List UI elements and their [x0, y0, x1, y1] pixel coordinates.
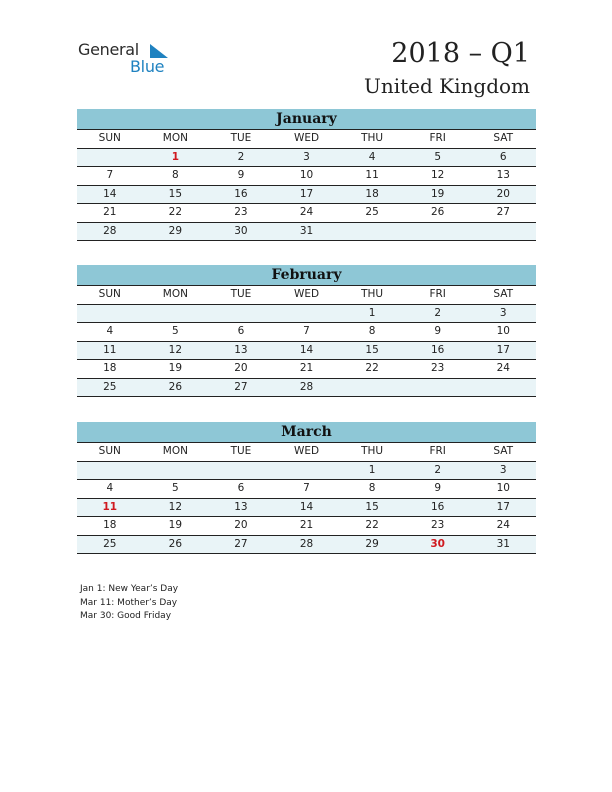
- empty-day-cell: [208, 305, 274, 323]
- weekday-label: MON: [162, 132, 188, 144]
- week-row: [77, 462, 536, 481]
- day-cell: 20: [234, 519, 248, 531]
- day-cell: 9: [434, 482, 442, 494]
- weekday-label: TUE: [230, 288, 252, 300]
- day-cell: 20: [496, 187, 510, 200]
- page-title: 2018 – Q1: [391, 38, 530, 69]
- day-cell: 25: [365, 206, 379, 218]
- day-cell: 18: [365, 187, 379, 200]
- day-cell: 28: [103, 224, 117, 237]
- day-cell: 11: [103, 343, 117, 356]
- empty-day-cell: [405, 379, 471, 397]
- weekday-label: SUN: [98, 132, 121, 144]
- week-row: [77, 167, 536, 186]
- day-cell: 29: [365, 537, 379, 550]
- day-cell: 30: [234, 224, 248, 237]
- day-cell: 17: [496, 343, 510, 356]
- day-cell: 25: [103, 537, 117, 550]
- day-cell: 3: [499, 463, 507, 476]
- day-cell: 15: [365, 500, 379, 513]
- day-cell: 14: [299, 343, 314, 356]
- week-row: [77, 499, 536, 518]
- week-row: [77, 536, 536, 555]
- day-cell: 29: [168, 224, 183, 237]
- weekday-label: TUE: [230, 445, 252, 457]
- weekday-label: WED: [293, 132, 320, 144]
- day-cell: 23: [430, 519, 445, 531]
- holiday-day-cell: 1: [171, 150, 180, 163]
- day-cell: 22: [168, 206, 183, 218]
- month-title: January: [77, 109, 536, 129]
- day-cell: 26: [430, 206, 445, 218]
- day-cell: 11: [365, 169, 379, 181]
- day-cell: 13: [234, 500, 248, 513]
- day-cell: 14: [299, 500, 314, 513]
- day-cell: 6: [237, 482, 245, 494]
- weekday-label: WED: [293, 445, 320, 457]
- day-cell: 15: [365, 343, 379, 356]
- general-blue-logo: [78, 40, 178, 82]
- empty-day-cell: [77, 305, 143, 323]
- day-cell: 10: [299, 169, 314, 181]
- day-cell: 27: [496, 206, 510, 218]
- weekday-label: MON: [162, 445, 188, 457]
- day-cell: 6: [499, 150, 507, 163]
- day-cell: 23: [430, 362, 445, 374]
- week-row: [77, 223, 536, 242]
- weekday-header-row: [77, 442, 536, 462]
- day-cell: 21: [299, 362, 314, 374]
- empty-day-cell: [470, 379, 536, 397]
- week-row: [77, 517, 536, 536]
- weekday-label: SUN: [98, 288, 121, 300]
- day-cell: 5: [434, 150, 442, 163]
- weekday-label: THU: [361, 132, 384, 144]
- day-cell: 21: [299, 519, 314, 531]
- day-cell: 9: [434, 325, 442, 337]
- day-cell: 26: [168, 537, 183, 550]
- week-row: [77, 379, 536, 398]
- holiday-note: Jan 1: New Year’s Day: [80, 584, 179, 594]
- day-cell: 23: [234, 206, 248, 218]
- week-row: [77, 186, 536, 205]
- weekday-header-row: [77, 129, 536, 149]
- day-cell: 10: [496, 482, 510, 494]
- day-cell: 27: [234, 537, 248, 550]
- day-cell: 7: [303, 325, 310, 337]
- week-row: [77, 342, 536, 361]
- day-cell: 17: [299, 187, 314, 200]
- day-cell: 18: [103, 519, 117, 531]
- day-cell: 3: [499, 306, 507, 319]
- logo-triangle-icon: [150, 44, 168, 58]
- weekday-label: MON: [162, 288, 188, 300]
- day-cell: 22: [365, 519, 379, 531]
- day-cell: 2: [434, 463, 442, 476]
- day-cell: 19: [168, 362, 183, 374]
- holiday-note: Mar 30: Good Friday: [80, 611, 172, 621]
- day-cell: 28: [299, 380, 314, 393]
- weekday-label: THU: [361, 445, 384, 457]
- weekday-label: SAT: [493, 445, 514, 457]
- day-cell: 19: [168, 519, 183, 531]
- month-title: March: [77, 422, 536, 442]
- empty-day-cell: [274, 462, 340, 480]
- day-cell: 31: [299, 224, 314, 237]
- day-cell: 15: [168, 187, 183, 200]
- logo-word-blue: Blue: [130, 57, 165, 76]
- logo-word-general: General: [78, 40, 139, 59]
- weekday-header-row: [77, 285, 536, 305]
- day-cell: 19: [430, 187, 445, 200]
- holiday-day-cell: 11: [102, 500, 118, 513]
- day-cell: 21: [103, 206, 117, 218]
- day-cell: 12: [168, 343, 183, 356]
- week-row: [77, 480, 536, 499]
- day-cell: 9: [237, 169, 245, 181]
- day-cell: 4: [368, 150, 376, 163]
- day-cell: 16: [430, 343, 445, 356]
- day-cell: 2: [434, 306, 442, 319]
- empty-day-cell: [274, 305, 340, 323]
- weekday-label: WED: [293, 288, 320, 300]
- week-row: [77, 149, 536, 168]
- day-cell: 13: [234, 343, 248, 356]
- day-cell: 25: [103, 380, 117, 393]
- day-cell: 8: [368, 325, 376, 337]
- day-cell: 24: [496, 362, 510, 374]
- weekday-label: SAT: [493, 288, 514, 300]
- empty-day-cell: [470, 223, 536, 241]
- day-cell: 4: [106, 482, 114, 494]
- day-cell: 16: [234, 187, 248, 200]
- day-cell: 27: [234, 380, 248, 393]
- day-cell: 17: [496, 500, 510, 513]
- weekday-label: FRI: [429, 288, 446, 300]
- day-cell: 5: [172, 325, 179, 337]
- holiday-notes: [80, 583, 178, 624]
- month-january: [77, 109, 536, 241]
- day-cell: 22: [365, 362, 379, 374]
- week-row: [77, 204, 536, 223]
- empty-day-cell: [77, 462, 143, 480]
- day-cell: 7: [303, 482, 310, 494]
- day-cell: 1: [368, 306, 376, 319]
- day-cell: 24: [496, 519, 510, 531]
- day-cell: 12: [168, 500, 183, 513]
- page-subtitle: United Kingdom: [364, 74, 530, 98]
- empty-day-cell: [208, 462, 274, 480]
- day-cell: 4: [106, 325, 114, 337]
- empty-day-cell: [405, 223, 471, 241]
- weekday-label: FRI: [429, 445, 446, 457]
- day-cell: 13: [496, 169, 510, 181]
- day-cell: 7: [106, 169, 114, 181]
- weekday-label: TUE: [230, 132, 252, 144]
- month-march: [77, 422, 536, 554]
- day-cell: 8: [172, 169, 179, 181]
- day-cell: 2: [237, 150, 245, 163]
- day-cell: 20: [234, 362, 248, 374]
- day-cell: 24: [299, 206, 314, 218]
- week-row: [77, 360, 536, 379]
- weekday-label: THU: [361, 288, 384, 300]
- day-cell: 26: [168, 380, 183, 393]
- day-cell: 3: [303, 150, 310, 163]
- empty-day-cell: [77, 149, 143, 167]
- day-cell: 18: [103, 362, 117, 374]
- week-row: [77, 323, 536, 342]
- day-cell: 31: [496, 537, 510, 550]
- day-cell: 14: [103, 187, 117, 200]
- month-title: February: [77, 265, 536, 285]
- day-cell: 5: [172, 482, 179, 494]
- day-cell: 16: [430, 500, 445, 513]
- empty-day-cell: [339, 379, 405, 397]
- empty-day-cell: [143, 305, 209, 323]
- day-cell: 28: [299, 537, 314, 550]
- weekday-label: SUN: [98, 445, 121, 457]
- day-cell: 12: [430, 169, 445, 181]
- day-cell: 10: [496, 325, 510, 337]
- weekday-label: FRI: [429, 132, 446, 144]
- empty-day-cell: [143, 462, 209, 480]
- day-cell: 8: [368, 482, 376, 494]
- holiday-note: Mar 11: Mother’s Day: [80, 597, 178, 608]
- weekday-label: SAT: [493, 132, 514, 144]
- holiday-day-cell: 30: [430, 537, 445, 550]
- week-row: [77, 305, 536, 324]
- day-cell: 6: [237, 325, 245, 337]
- day-cell: 1: [368, 463, 376, 476]
- empty-day-cell: [339, 223, 405, 241]
- month-february: [77, 265, 536, 397]
